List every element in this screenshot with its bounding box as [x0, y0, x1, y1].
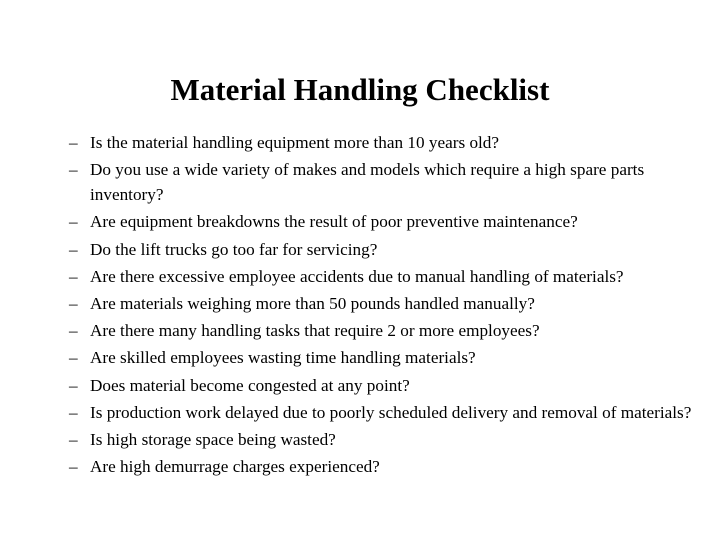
checklist-item-text: Are there excessive employee accidents due to manual handling of materials?: [90, 266, 624, 286]
checklist-item: [64, 454, 704, 479]
checklist-item: [64, 291, 704, 316]
checklist-item: [64, 130, 704, 155]
checklist-item-text: Do the lift trucks go too far for servicing?: [90, 239, 378, 259]
checklist-item-text: Are skilled employees wasting time handling materials?: [90, 348, 476, 368]
checklist-item-text: Are materials weighing more than 50 pounds handled manually?: [90, 293, 535, 313]
dash-bullet-icon: –: [69, 239, 78, 259]
checklist-item: [64, 318, 704, 343]
checklist-item-text: Do you use a wide variety of makes and models which require a high spare parts inventory?: [90, 160, 645, 205]
checklist-item: [64, 157, 704, 207]
dash-bullet-icon: –: [69, 429, 78, 449]
checklist-item-text: Does material become congested at any point?: [90, 375, 410, 395]
checklist-item-text: Is high storage space being wasted?: [90, 429, 336, 449]
checklist-item-text: Is the material handling equipment more than 10 years old?: [90, 133, 500, 152]
checklist-item: [64, 237, 704, 262]
dash-bullet-icon: –: [69, 266, 78, 286]
dash-bullet-icon: –: [69, 293, 78, 313]
checklist-item: [64, 400, 704, 425]
dash-bullet-icon: –: [69, 457, 78, 477]
checklist-item: [64, 427, 704, 452]
dash-bullet-icon: –: [69, 212, 78, 232]
dash-bullet-icon: –: [69, 402, 78, 422]
checklist-item: [64, 264, 704, 289]
slide-title: Material Handling Checklist: [170, 72, 550, 107]
checklist: [64, 130, 704, 481]
dash-bullet-icon: –: [69, 321, 78, 341]
checklist-item: [64, 373, 704, 398]
dash-bullet-icon: –: [69, 160, 78, 180]
checklist-item-text: Are high demurrage charges experienced?: [90, 457, 380, 477]
checklist-item-text: Is production work delayed due to poorly scheduled delivery and removal of materials?: [90, 402, 692, 422]
checklist-item: [64, 345, 704, 370]
checklist-item: [64, 209, 704, 234]
dash-bullet-icon: –: [69, 348, 78, 368]
checklist-item-text: Are equipment breakdowns the result of poor preventive maintenance?: [90, 212, 578, 232]
checklist-item-text: Are there many handling tasks that require 2 or more employees?: [90, 321, 540, 341]
dash-bullet-icon: –: [69, 133, 78, 152]
dash-bullet-icon: –: [69, 375, 78, 395]
